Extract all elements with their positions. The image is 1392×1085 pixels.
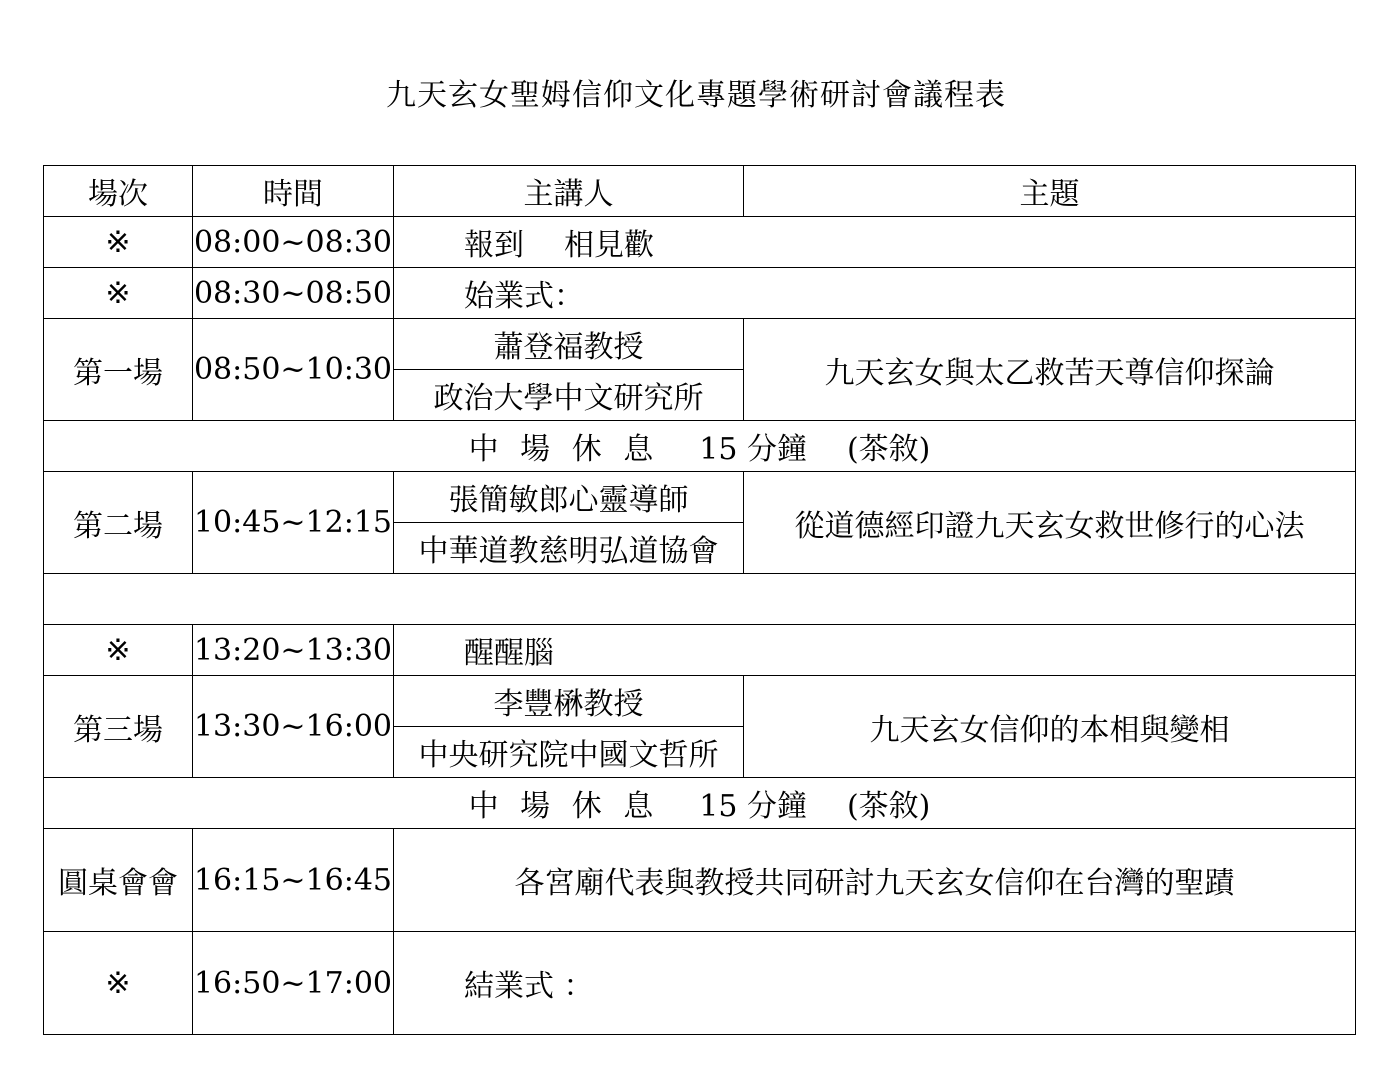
session-cell: 第一場 xyxy=(44,319,193,421)
affiliation-cell: 中央研究院中國文哲所 xyxy=(394,727,744,778)
time-cell: 16:50~17:00 xyxy=(193,932,394,1035)
session-cell: 圓桌會會 xyxy=(44,829,193,932)
table-row xyxy=(44,932,1356,1035)
affiliation-cell: 政治大學中文研究所 xyxy=(394,370,744,421)
time-cell: 08:50~10:30 xyxy=(193,319,394,421)
header-topic: 主題 xyxy=(744,166,1356,217)
lunch-row xyxy=(44,574,1356,625)
table-row xyxy=(44,319,1356,370)
topic-cell: 九天玄女信仰的本相與變相 xyxy=(744,676,1356,778)
break-row xyxy=(44,421,1356,472)
table-row xyxy=(44,268,1356,319)
event-cell: 始業式： xyxy=(394,268,1356,319)
speaker-cell: 蕭登福教授 xyxy=(394,319,744,370)
event-cell: 各宮廟代表與教授共同研討九天玄女信仰在台灣的聖蹟 xyxy=(394,829,1356,932)
table-row xyxy=(44,625,1356,676)
speaker-cell: 張簡敏郎心靈導師 xyxy=(394,472,744,523)
table-row xyxy=(44,217,1356,268)
time-cell: 16:15~16:45 xyxy=(193,829,394,932)
affiliation-cell: 中華道教慈明弘道協會 xyxy=(394,523,744,574)
session-cell: ※ xyxy=(44,268,193,319)
event-cell: 醒醒腦 xyxy=(394,625,1356,676)
header-speaker: 主講人 xyxy=(394,166,744,217)
document-title: 九天玄女聖姆信仰文化專題學術研討會議程表 xyxy=(386,78,1006,113)
break-cell: 中 場 休 息 15 分鐘 (茶敘) xyxy=(44,421,1356,472)
event-text: 相見歡 xyxy=(564,228,654,263)
break-row xyxy=(44,778,1356,829)
lunch-cell xyxy=(44,574,1356,625)
agenda-table xyxy=(43,165,1356,1035)
header-session: 場次 xyxy=(44,166,193,217)
table-row xyxy=(44,472,1356,523)
session-cell: ※ xyxy=(44,625,193,676)
session-cell: ※ xyxy=(44,217,193,268)
time-cell: 08:30~08:50 xyxy=(193,268,394,319)
header-time: 時間 xyxy=(193,166,394,217)
time-cell: 13:20~13:30 xyxy=(193,625,394,676)
event-cell: 結業式 ： xyxy=(394,932,1356,1035)
event-text: 報到 xyxy=(464,228,524,263)
time-cell: 10:45~12:15 xyxy=(193,472,394,574)
session-cell: 第二場 xyxy=(44,472,193,574)
table-row xyxy=(44,829,1356,932)
event-cell xyxy=(394,217,1356,268)
session-cell: ※ xyxy=(44,932,193,1035)
time-cell: 08:00~08:30 xyxy=(193,217,394,268)
topic-cell: 從道德經印證九天玄女救世修行的心法 xyxy=(744,472,1356,574)
header-row xyxy=(44,166,1356,217)
speaker-cell: 李豐楙教授 xyxy=(394,676,744,727)
time-cell: 13:30~16:00 xyxy=(193,676,394,778)
table-row xyxy=(44,676,1356,727)
session-cell: 第三場 xyxy=(44,676,193,778)
break-cell: 中 場 休 息 15 分鐘 (茶敘) xyxy=(44,778,1356,829)
topic-cell: 九天玄女與太乙救苦天尊信仰探論 xyxy=(744,319,1356,421)
